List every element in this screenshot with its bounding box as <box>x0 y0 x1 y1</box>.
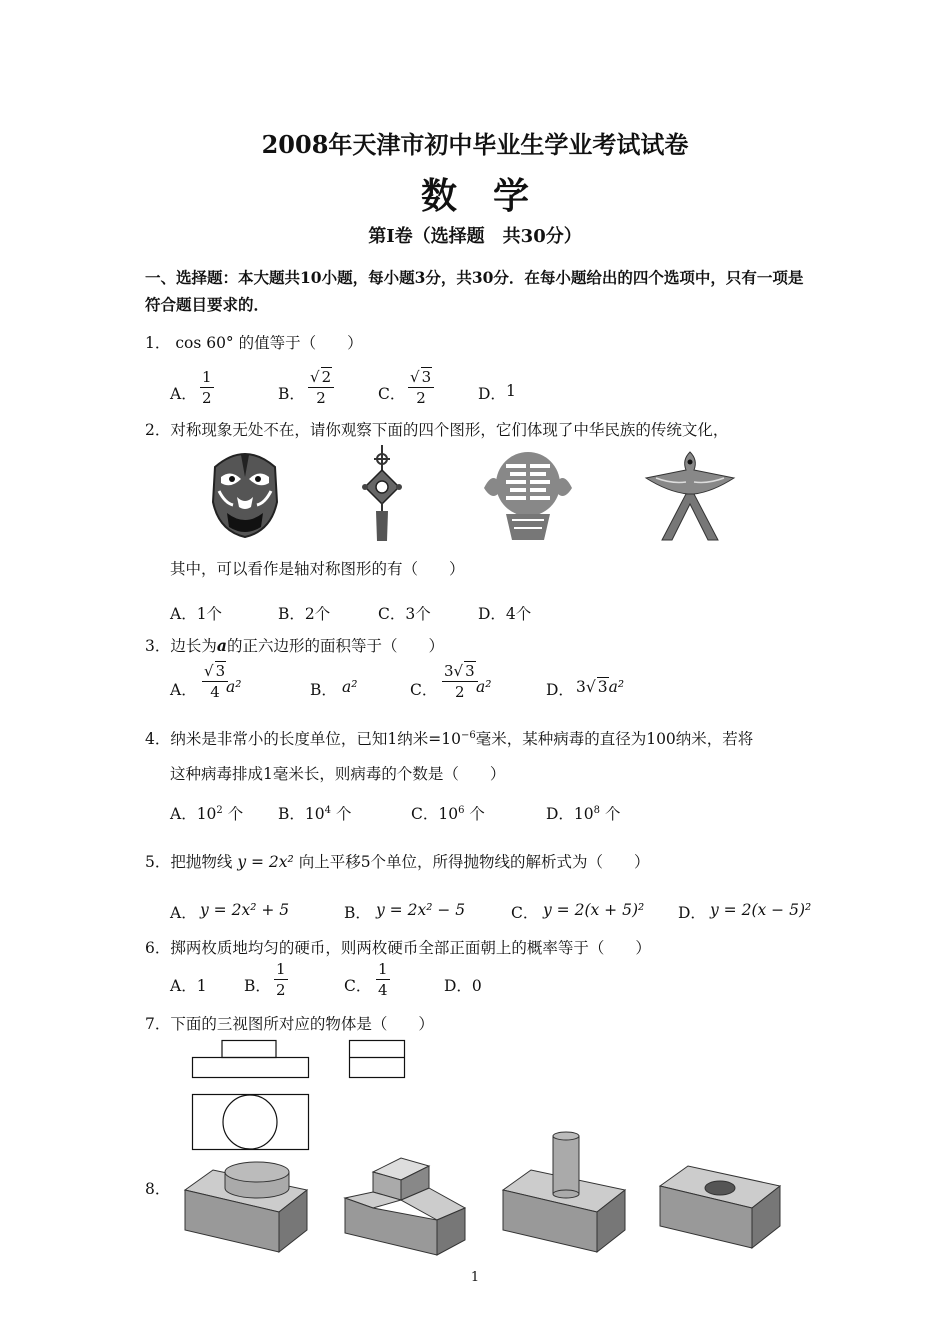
question-stem: 对称现象无处不在，请你观察下面的四个图形，它们体现了中华民族的传统文化， <box>170 421 729 439</box>
question-stem: 下面的三视图所对应的物体是（ ） <box>170 1015 434 1033</box>
denominator: 4 <box>378 981 388 999</box>
option-a-label: A． <box>170 681 197 699</box>
denominator: 2 <box>276 981 286 999</box>
option-b: B．2个 <box>278 605 331 623</box>
option-b-value: a² <box>342 678 358 696</box>
option-c-label: C． <box>410 681 438 699</box>
question-number: 5． <box>145 853 171 871</box>
swallow-kite-image <box>642 448 738 546</box>
question-number: 1． <box>145 334 171 352</box>
radicand: 3 <box>215 662 226 680</box>
question-number: 6． <box>145 939 171 957</box>
numerator: √ 3 <box>202 664 228 682</box>
question-4 <box>145 727 825 749</box>
option-b-label: B． <box>344 904 371 922</box>
option-d-value: 1 <box>506 382 516 400</box>
coefficient: 3 <box>444 662 454 680</box>
base: A．10 <box>170 805 217 823</box>
coefficient: 3 <box>576 678 586 696</box>
option-c: C．3个 <box>378 605 431 623</box>
option-d-value: 3√ 3a² <box>576 678 625 696</box>
radicand: 3 <box>465 662 475 680</box>
unit: 个 <box>227 805 244 823</box>
question-stem-pre: 边长为 <box>170 637 217 655</box>
part-heading: 第Ⅰ卷（选择题 共30分） <box>368 226 582 247</box>
subject-heading: 数学 <box>420 175 565 217</box>
question-5 <box>145 850 825 872</box>
option-a: A．1 <box>170 977 207 995</box>
solid-option-b <box>345 1158 465 1255</box>
q1-options <box>170 370 570 414</box>
cos-expression: cos 60° <box>175 334 234 352</box>
denominator: 4 <box>210 683 220 701</box>
exponent: 4 <box>324 804 331 816</box>
question-3 <box>145 634 444 656</box>
option-c <box>411 802 485 824</box>
radicand: 3 <box>597 678 608 696</box>
denominator: 2 <box>316 389 326 407</box>
double-happiness-papercut-image <box>480 448 576 544</box>
option-a: A．1个 <box>170 605 223 623</box>
option-c-label: C． <box>344 977 372 995</box>
option-d: D．4个 <box>478 605 532 623</box>
option-a-label: A． <box>170 385 197 403</box>
question-number: 3． <box>145 637 171 655</box>
question-number: 4． <box>145 730 171 748</box>
option-d-label: D． <box>478 385 506 403</box>
base: D．10 <box>546 805 594 823</box>
side-view-drawing <box>349 1040 407 1080</box>
option-a-tail: a² <box>226 678 242 696</box>
question-7 <box>145 1012 434 1034</box>
numerator: 1 <box>202 368 212 386</box>
question-stem: 的值等于（ ） <box>238 334 363 352</box>
option-d-equation: y = 2(x − 5)² <box>710 901 812 919</box>
question-number: 2． <box>145 421 171 439</box>
side-variable: a <box>216 636 227 655</box>
question-6 <box>145 936 651 958</box>
question-number: 7． <box>145 1015 171 1033</box>
top-view-drawing <box>192 1094 310 1152</box>
option-c-fraction <box>376 962 390 998</box>
base: C．10 <box>411 805 459 823</box>
numerator: √ 2 <box>308 370 334 388</box>
q6-options <box>170 962 530 1008</box>
front-view-drawing <box>192 1040 310 1080</box>
numerator: 3√ 3 <box>442 664 478 682</box>
option-d: D．0 <box>444 977 482 995</box>
unit: 个 <box>335 805 352 823</box>
unit: 个 <box>469 805 485 823</box>
question-stem-post: 的正六边形的面积等于（ ） <box>226 637 444 655</box>
opera-mask-image <box>205 447 285 539</box>
page-number: 1 <box>470 1270 480 1285</box>
q3-options <box>170 664 650 710</box>
option-c-label: C． <box>511 904 539 922</box>
option-d-label: D． <box>546 681 574 699</box>
option-b-label: B． <box>310 681 337 699</box>
section-instructions: 一、选择题：本大题共10小题，每小题3分，共30分．在每小题给出的四个选项中，只有一项是符合题目要求的． <box>145 268 804 314</box>
question-stem-pre: 纳米是非常小的长度单位，已知1纳米=10 <box>170 730 461 748</box>
solid-option-d <box>660 1160 780 1255</box>
radicand: 2 <box>321 368 332 386</box>
option-a-equation: y = 2x² + 5 <box>200 901 290 919</box>
option-c-fraction <box>442 664 478 700</box>
question-4-stem-2: 这种病毒排成1毫米长，则病毒的个数是（ ） <box>170 765 506 783</box>
numerator: √ 3 <box>408 370 434 388</box>
exam-title: 2008年天津市初中毕业生学业考试试卷 <box>261 130 689 159</box>
solid-option-c <box>503 1130 625 1255</box>
denominator: 2 <box>416 389 426 407</box>
exponent: 8 <box>593 804 601 816</box>
tail: a² <box>608 678 625 696</box>
question-1 <box>145 331 363 353</box>
question-stem-post: 向上平移5个单位，所得抛物线的解析式为（ ） <box>298 853 650 871</box>
exponent: 6 <box>458 804 465 816</box>
exponent: −6 <box>460 729 476 741</box>
option-a <box>170 802 243 824</box>
option-c-fraction <box>408 370 434 406</box>
question-8-number: 8． <box>145 1180 171 1198</box>
option-c-label: C． <box>378 385 406 403</box>
unit: 个 <box>604 805 621 823</box>
question-2 <box>145 418 815 440</box>
option-a-fraction <box>200 370 214 406</box>
option-b-label: B． <box>278 385 305 403</box>
option-c-equation: y = 2(x + 5)² <box>543 901 645 919</box>
option-b <box>278 802 351 824</box>
option-b-fraction <box>274 962 288 998</box>
option-a-label: A． <box>170 904 197 922</box>
option-d <box>546 802 620 824</box>
option-c-tail: a² <box>476 678 492 696</box>
option-a-fraction <box>202 664 228 700</box>
exponent: 2 <box>216 804 223 816</box>
question-stem: 掷两枚质地均匀的硬币，则两枚硬币全部正面朝上的概率等于（ ） <box>170 939 651 957</box>
chinese-knot-image <box>360 445 404 545</box>
question-stem-pre: 把抛物线 <box>170 853 233 871</box>
denominator: 2 <box>202 389 212 407</box>
option-d-label: D． <box>678 904 706 922</box>
question-stem-post: 毫米，某种病毒的直径为100纳米，若将 <box>475 730 754 748</box>
numerator: 1 <box>378 960 388 978</box>
numerator: 1 <box>276 960 286 978</box>
denominator: 2 <box>455 683 465 701</box>
option-b-label: B． <box>244 977 271 995</box>
solid-option-a <box>185 1160 307 1255</box>
parabola-equation: y = 2x² <box>237 853 294 871</box>
option-b-equation: y = 2x² − 5 <box>376 901 466 919</box>
option-b-fraction <box>308 370 334 406</box>
radicand: 3 <box>421 368 432 386</box>
base: B．10 <box>278 805 325 823</box>
question-2-stem-2: 其中，可以看作是轴对称图形的有（ ） <box>170 560 465 578</box>
